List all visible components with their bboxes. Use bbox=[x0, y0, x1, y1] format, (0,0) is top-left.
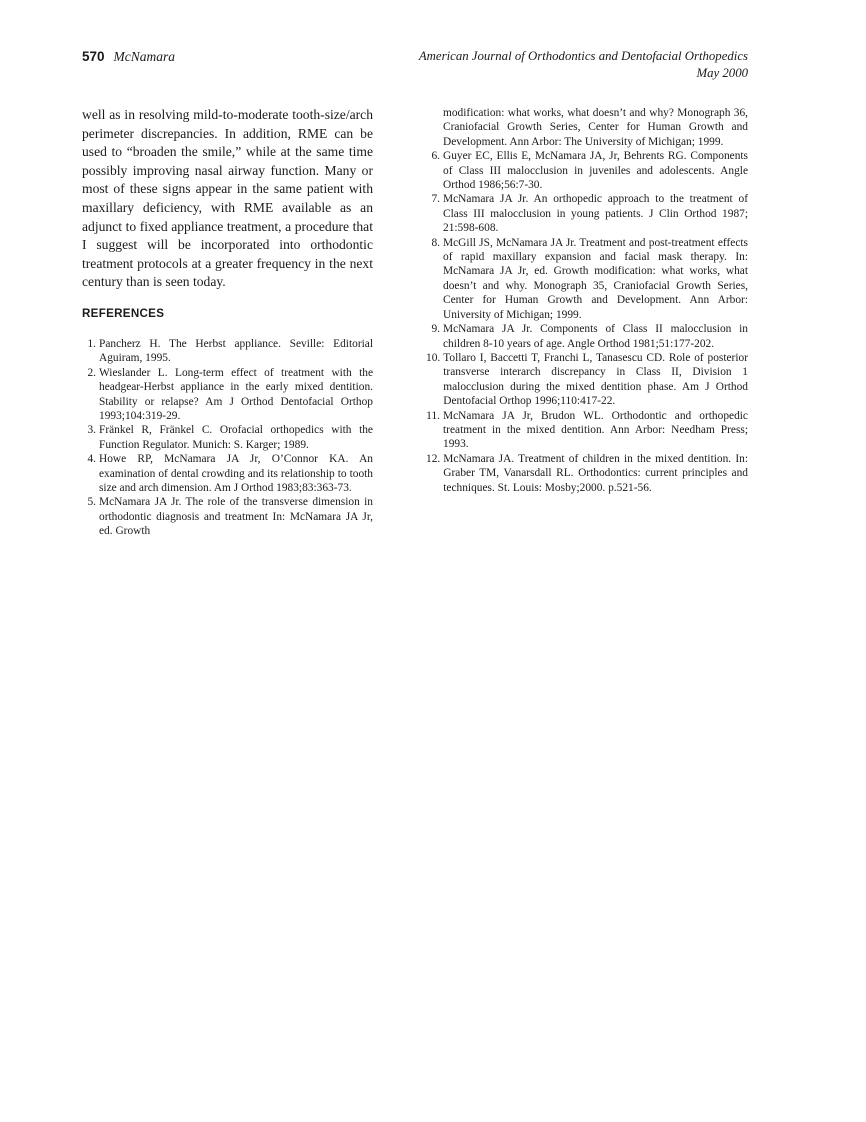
reference-number: 2. bbox=[87, 366, 96, 379]
reference-text: McNamara JA Jr. The role of the transverse dimension in orthodontic diagnosis and treatment In: McNamara JA Jr, ed. Growth bbox=[99, 496, 373, 538]
text-columns bbox=[82, 106, 748, 539]
reference-number: 3. bbox=[87, 424, 96, 437]
body-paragraph: well as in resolving mild-to-moderate tooth-size/arch perimeter discrepancies. In addition, RME can be used to “broaden the smile,” while at the same time possibly improving nasal airway function. Many or most of these signs appear in the same patient with maxillary deficiency, with RME available as an adjunct to fixed appliance treatment, a procedure that I suggest will be incorporated into orthodontic treatment protocols at a greater frequency in the next century than is seen today. bbox=[82, 107, 373, 290]
reference-item bbox=[426, 452, 748, 495]
page-number: 570 bbox=[82, 49, 105, 64]
reference-number: 9. bbox=[431, 323, 440, 336]
reference-text: McGill JS, McNamara JA Jr. Treatment and post-treatment effects of rapid maxillary expansion and facial mask therapy. In: McNamara JA Jr, ed. Growth modification: what works, what doesn’t and why. Monograph 35, Craniofacial Growth Series, Center for Human Growth and Development. Ann Arbor: University of Michigan; 1999. bbox=[443, 236, 748, 321]
reference-text: McNamara JA Jr. An orthopedic approach to the treatment of Class III malocclusion in young patients. J Clin Orthod 1987; 21:598-608. bbox=[443, 193, 748, 235]
reference-text: Howe RP, McNamara JA Jr, O’Connor KA. An examination of dental crowding and its relationship to tooth size and arch dimension. Am J Orthod 1983;83:363-73. bbox=[99, 453, 373, 494]
reference-item bbox=[426, 192, 748, 235]
right-column bbox=[426, 106, 748, 539]
journal-title: American Journal of Orthodontics and Dentofacial Orthopedics bbox=[418, 49, 748, 63]
running-header-left bbox=[82, 48, 175, 66]
reference-number: 12. bbox=[426, 452, 441, 465]
column-gap bbox=[373, 106, 426, 539]
issue-date: May 2000 bbox=[696, 66, 748, 80]
reference-item bbox=[426, 149, 748, 192]
reference-5-continuation: modification: what works, what doesn’t and why? Monograph 36, Craniofacial Growth Series, Center for Human Growth and Development. Ann Arbor: The University of Michigan; 1999. bbox=[443, 107, 748, 148]
reference-number: 1. bbox=[87, 337, 96, 350]
reference-text: McNamara JA Jr, Brudon WL. Orthodontic and orthopedic treatment in the mixed dentition. Ann Arbor: Needham Press; 1993. bbox=[443, 409, 748, 451]
reference-text: Guyer EC, Ellis E, McNamara JA, Jr, Behrents RG. Components of Class III malocclusion in juveniles and adolescents. Angle Orthod 1986;56:7-30. bbox=[443, 150, 748, 192]
reference-text: McNamara JA. Treatment of children in the mixed dentition. In: Graber TM, Vanarsdall RL. Orthodontics: current principles and techniques. St. Louis: Mosby;2000. p.521-56. bbox=[443, 452, 748, 494]
reference-text: Pancherz H. The Herbst appliance. Seville: Editorial Aguiram, 1995. bbox=[99, 337, 373, 365]
reference-number: 4. bbox=[87, 453, 96, 466]
reference-number: 7. bbox=[431, 193, 440, 206]
reference-text: Wieslander L. Long-term effect of treatment with the headgear-Herbst appliance in the early mixed dentition. Stability or relapse? Am J Orthod Dentofacial Orthop 1993;104:319-29. bbox=[99, 366, 373, 422]
reference-item bbox=[426, 351, 748, 409]
references-heading: REFERENCES bbox=[82, 306, 165, 320]
reference-number: 8. bbox=[431, 236, 440, 249]
reference-number: 11. bbox=[426, 409, 440, 422]
running-author: McNamara bbox=[113, 49, 176, 64]
reference-number: 5. bbox=[87, 496, 96, 509]
left-column bbox=[82, 106, 373, 539]
running-header-right bbox=[419, 48, 748, 82]
reference-item bbox=[426, 409, 748, 452]
reference-item bbox=[82, 495, 373, 538]
reference-item bbox=[426, 236, 748, 322]
reference-text: Tollaro I, Baccetti T, Franchi L, Tanasescu CD. Role of posterior transverse interarch discrepancy in Class II, Division 1 malocclusion during the mixed dentition phase. Am J Orthod Dentofacial Orthop 1996;110:417-22. bbox=[443, 351, 748, 408]
reference-item bbox=[82, 366, 373, 424]
reference-item bbox=[426, 322, 748, 351]
reference-text: Fränkel R, Fränkel C. Orofacial orthopedics with the Function Regulator. Munich: S. Karger; 1989. bbox=[99, 424, 373, 451]
running-header bbox=[82, 48, 748, 82]
reference-number: 6. bbox=[431, 150, 440, 163]
reference-number: 10. bbox=[426, 351, 441, 364]
reference-item bbox=[82, 452, 373, 495]
reference-text: McNamara JA Jr. Components of Class II malocclusion in children 8-10 years of age. Angle Orthod 1981;51:177-202. bbox=[443, 323, 748, 350]
reference-item bbox=[82, 337, 373, 366]
reference-list-left bbox=[82, 337, 373, 539]
reference-list-right bbox=[426, 149, 748, 495]
reference-item bbox=[82, 423, 373, 452]
